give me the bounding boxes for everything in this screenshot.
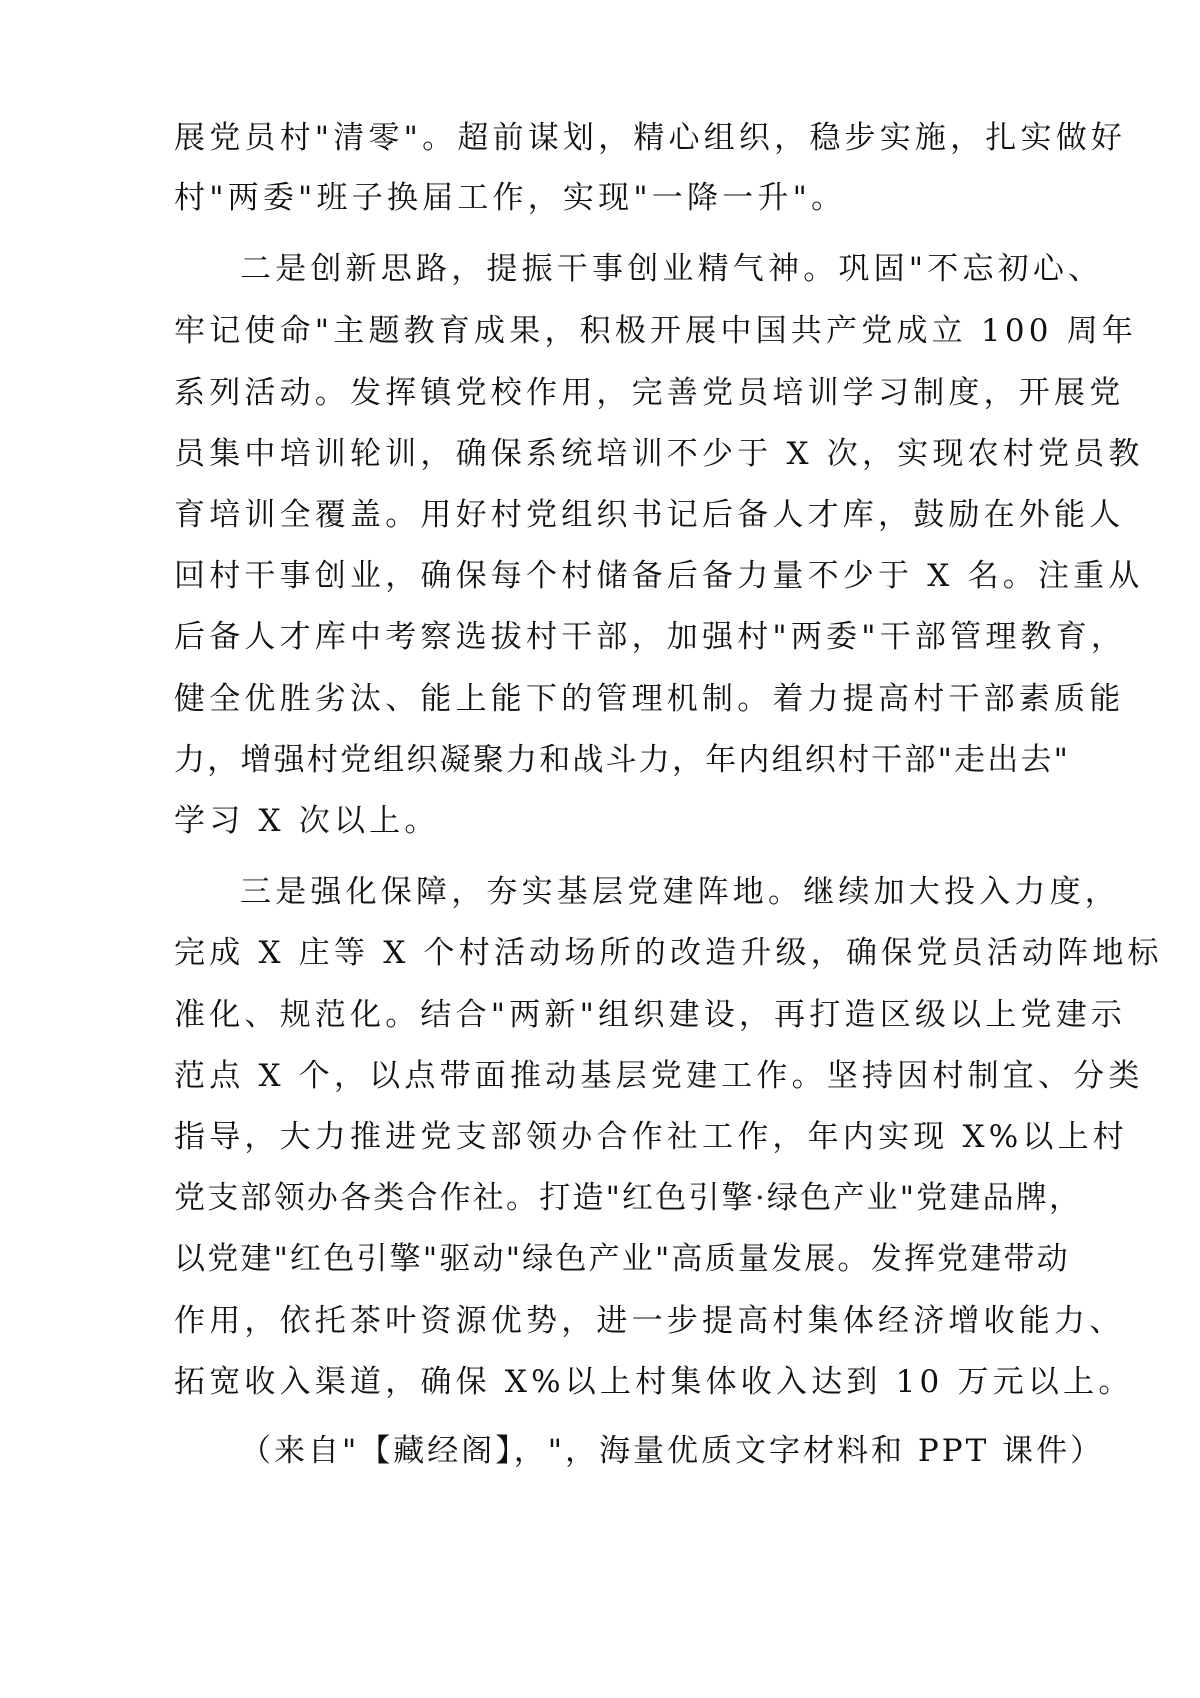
text-line: 范点 X 个，以点带面推动基层党建工作。坚持因村制宜、分类 (174, 1058, 1144, 1094)
text-line: 拓宽收入渠道，确保 X%以上村集体收入达到 10 万元以上。 (174, 1364, 1134, 1400)
text-line: 准化、规范化。结合"两新"组织建设，再打造区级以上党建示 (174, 997, 1127, 1033)
text-line: 展党员村"清零"。超前谋划，精心组织，稳步实施，扎实做好 (174, 120, 1127, 156)
text-line: 作用，依托茶叶资源优势，进一步提高村集体经济增收能力、 (174, 1303, 1125, 1339)
text-line: 以党建"红色引擎"驱动"绿色产业"高质量发展。发挥党建带动 (174, 1241, 1070, 1277)
paragraph-2-start: 二是创新思路，提振干事创业精气神。巩固"不忘初心、 (240, 251, 1104, 287)
text-line: 党支部领办各类合作社。打造"红色引擎·绿色产业"党建品牌， (174, 1180, 1083, 1216)
text-line: 员集中培训轮训，确保系统培训不少于 X 次，实现农村党员教 (174, 436, 1144, 472)
source-note: （来自"【藏经阁】，"，海量优质文字材料和 PPT 课件） (240, 1433, 1105, 1469)
text-line: 育培训全覆盖。用好村党组织书记后备人才库，鼓励在外能人 (174, 497, 1125, 533)
text-line: 力，增强村党组织凝聚力和战斗力，年内组织村干部"走出去" (174, 742, 1071, 778)
text-line: 回村干事创业，确保每个村储备后备力量不少于 X 名。注重从 (174, 558, 1144, 594)
text-line: 村"两委"班子换届工作，实现"一降一升"。 (174, 180, 847, 216)
text-line: 指导，大力推进党支部领办合作社工作，年内实现 X%以上村 (174, 1119, 1128, 1155)
text-line: 系列活动。发挥镇党校作用，完善党员培训学习制度，开展党 (174, 375, 1125, 411)
text-line: 健全优胜劣汰、能上能下的管理机制。着力提高村干部素质能 (174, 681, 1125, 717)
text-line: 学习 X 次以上。 (174, 803, 440, 839)
text-line: 完成 X 庄等 X 个村活动场所的改造升级，确保党员活动阵地标 (174, 935, 1163, 971)
text-line: 牢记使命"主题教育成果，积极开展中国共产党成立 100 周年 (174, 313, 1138, 349)
text-line: 后备人才库中考察选拔村干部，加强村"两委"干部管理教育， (174, 619, 1127, 655)
paragraph-3-start: 三是强化保障，夯实基层党建阵地。继续加大投入力度， (240, 874, 1120, 910)
